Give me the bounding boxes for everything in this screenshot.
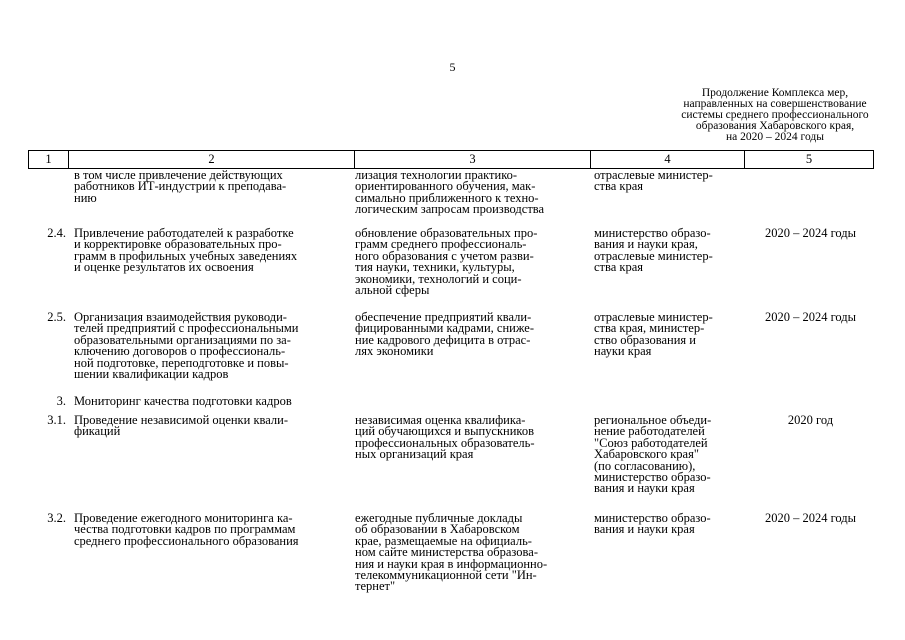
row-result: обновление образовательных про- грамм среднего профессиональ- ного образования с учетом разви- тия науки, техники, культуры, экономики, технологий и соци- альной сферы [355, 226, 538, 298]
row-number: 3.1. [47, 413, 66, 427]
header-col-1: 1 [45, 152, 52, 166]
row-measure: Проведение ежегодного мониторинга ка- чества подготовки кадров по программам среднего профессионального образования [74, 511, 299, 548]
row-responsible: министерство образо- вания и науки края, отраслевые министер- ства края [594, 226, 713, 275]
table-header [28, 150, 874, 169]
continuation-line: Продолжение Комплекса мер, [701, 87, 849, 99]
row-measure: Привлечение работодателей к разработке и корректировке образовательных про- грамм в профильных учебных заведениях и оценке результатов их освоения [74, 226, 298, 275]
continuation-title [655, 88, 895, 143]
continuation-line: на 2020 – 2024 годы [726, 131, 824, 143]
continuation-line: образования Хабаровского края, [695, 120, 855, 132]
row-term: 2020 – 2024 годы [764, 226, 857, 240]
header-col-3: 3 [469, 152, 476, 166]
row-measure: Мониторинг качества подготовки кадров [74, 394, 292, 408]
row-responsible: региональное объеди- нение работодателей "Союз работодателей Хабаровского края" (по согласованию), министерство образо- вания и науки края [594, 413, 712, 496]
row-responsible: отраслевые министер- ства края, министер- ство образования и науки края [594, 310, 713, 359]
row-number: 3.2. [47, 511, 66, 525]
row-responsible: отраслевые министер- ства края [594, 168, 713, 194]
row-term: 2020 – 2024 годы [764, 310, 857, 324]
row-result: ежегодные публичные доклады об образовании в Хабаровском крае, размещаемые на официаль- ном сайте министерства образова- ния и науки края в информационно- телекоммуникационной сети "Ин- тернет" [355, 511, 548, 594]
page-number: 5 [449, 60, 456, 74]
row-responsible: министерство образо- вания и науки края [594, 511, 711, 537]
header-col-2: 2 [208, 152, 215, 166]
row-result: независимая оценка квалифика- ций обучающихся и выпускников профессиональных образователь- ных организаций края [355, 413, 535, 462]
row-measure: в том числе привлечение действующих работников ИТ-индустрии к преподава- нию [74, 168, 287, 205]
row-number: 2.4. [47, 226, 66, 240]
row-number: 3. [56, 394, 66, 408]
header-col-5: 5 [805, 152, 813, 166]
continuation-line: направленных на совершенствование [683, 98, 867, 110]
row-result: лизация технологии практико- ориентированного обучения, мак- симально приближенного к техно- логическим запросам производства [355, 168, 545, 217]
header-col-4: 4 [664, 152, 671, 166]
row-measure: Проведение независимой оценки квали- фикаций [74, 413, 289, 439]
row-term: 2020 год [787, 413, 834, 427]
continuation-line: системы среднего профессионального [681, 109, 869, 121]
row-result: обеспечение предприятий квали- фицированными кадрами, сниже- ние кадрового дефицита в отрас- лях экономики [355, 310, 535, 359]
row-number: 2.5. [47, 310, 66, 324]
row-term: 2020 – 2024 годы [764, 511, 857, 525]
row-measure: Организация взаимодействия руководи- телей предприятий с профессиональными образовательными организациями по за- ключению договоров о профессиональ- ной подготовке, переподготовке и повы- шении квалификации кадров [74, 310, 299, 382]
